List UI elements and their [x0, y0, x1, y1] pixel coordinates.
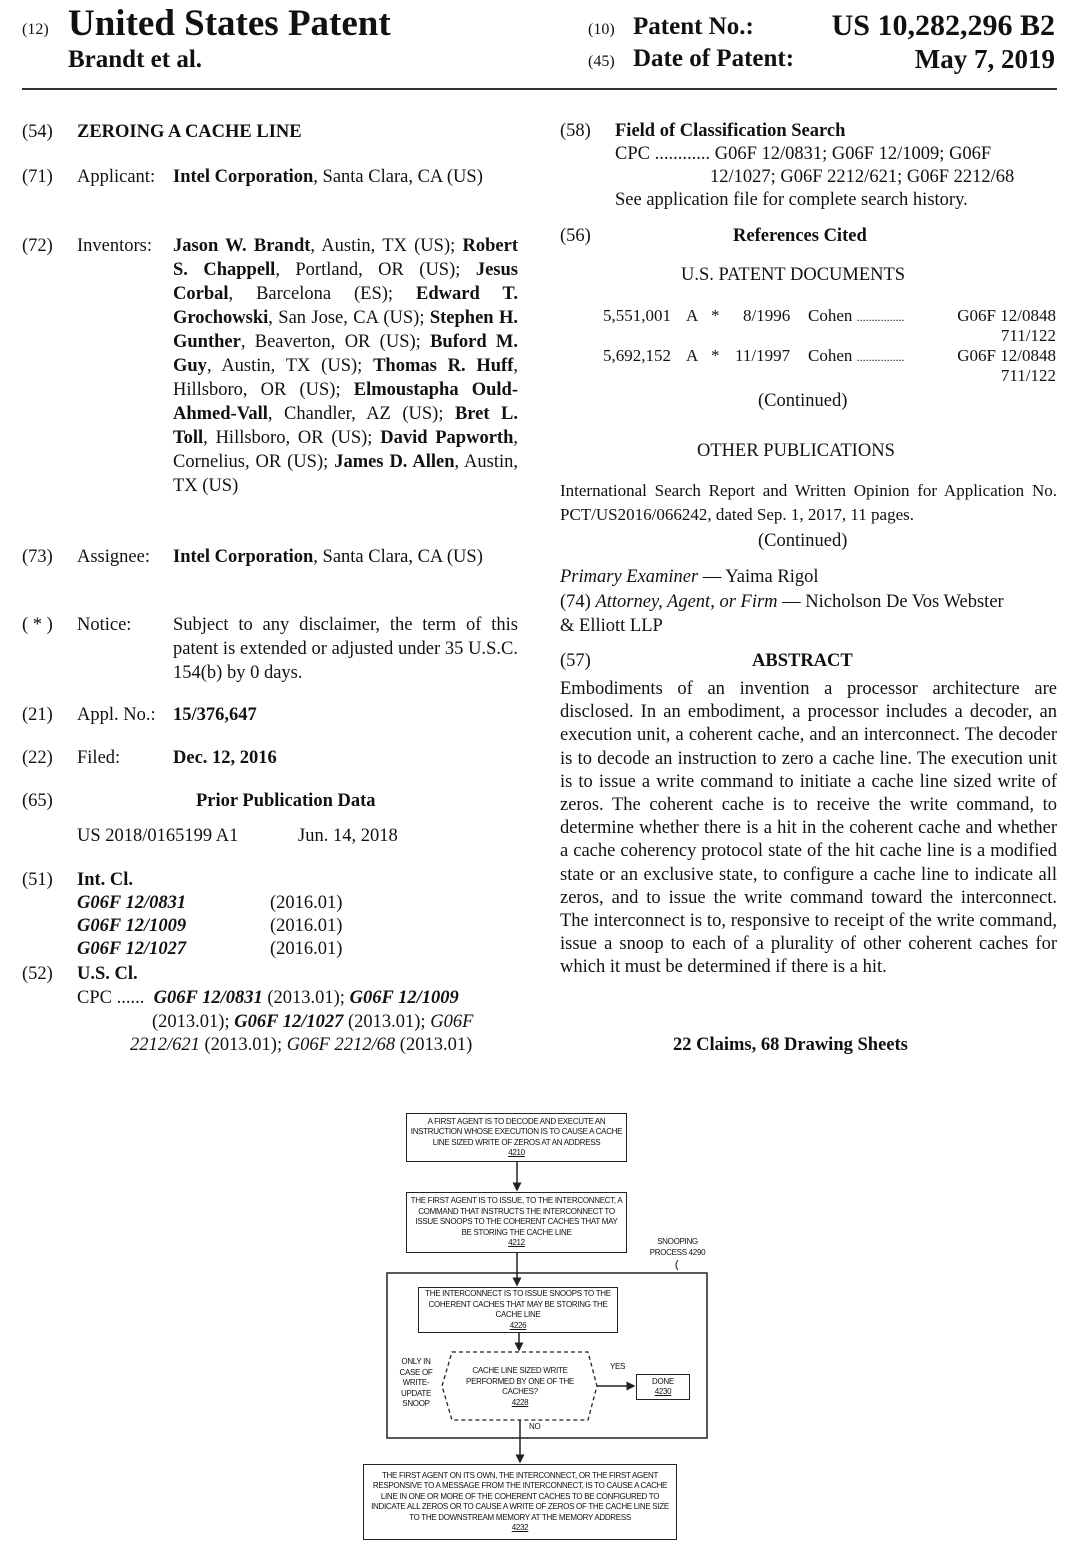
doc-kind-code: (12)	[22, 21, 49, 38]
other-publication: International Search Report and Written Opinion for Application No. PCT/US2016/066242, dated Sep. 1, 2017, 11 pages.	[560, 481, 1057, 524]
continued-label: (Continued)	[758, 391, 848, 411]
code-52: (52)	[22, 964, 53, 984]
other-publications-heading: OTHER PUBLICATIONS	[697, 441, 895, 461]
ref-1-subclass: 711/122	[1000, 326, 1056, 345]
inventor-location: , Austin, TX (US);	[310, 236, 463, 256]
inventor-location: , Hillsboro, OR (US);	[173, 356, 518, 400]
ref-2-kind: A *	[686, 346, 720, 365]
box-4230: DONE 4230	[636, 1374, 690, 1400]
code-72: (72)	[22, 236, 53, 256]
patent-number: US 10,282,296 B2	[831, 9, 1055, 42]
inventor-name: Thomas R. Huff	[373, 356, 514, 376]
inventor-location: , Barcelona (ES);	[228, 284, 417, 304]
inventor-name: Bret L. Toll	[173, 404, 518, 448]
continued-label-2: (Continued)	[758, 531, 848, 551]
inventor-name: Robert S. Chappell	[173, 236, 518, 280]
us-cl-line-3: 2212/621 (2013.01); G06F 2212/68 (2013.01)	[130, 1035, 473, 1055]
abstract-text: Embodiments of an invention a processor architecture are disclosed. In an embodiment, a processor includes a decoder, an execution unit, a coherent cache, and an interconnect. The decoder is to decode an instruction to zero a cache line. The execution unit is to issue a write command to initiate a cache line sized write of zeros. The coherent cache is to receive the write command, to determine whether there is a hit in the coherent cache and whether a cache coherency protocol state of the hit cache line is a modified state or an exclusive state, to configure a cache line to indicate all zeros, and to issue the write command toward the interconnect. The interconnect is to, responsive to receipt of the write command, issue a snoop to each of a plurality of other coherent caches for which it must be determined if there is a hit.	[560, 679, 1057, 978]
us-cl-line-2: (2013.01); G06F 12/1027 (2013.01); G06F	[152, 1012, 474, 1032]
code-71: (71)	[22, 167, 53, 187]
filed-label: Filed:	[77, 748, 121, 768]
inventor-location: , Hillsboro, OR (US);	[203, 428, 381, 448]
box-4212: THE FIRST AGENT IS TO ISSUE, TO THE INTERCONNECT, A COMMAND THAT INSTRUCTS THE INTERCONNECT TO ISSUE SNOOPS TO THE COHERENT CACHES THAT MAY BE STORING THE CACHE LINE 4212	[406, 1192, 627, 1253]
inventor-name: Buford M. Guy	[173, 332, 518, 376]
code-58: (58)	[560, 121, 591, 141]
code-54: (54)	[22, 122, 53, 142]
ref-2-date: 11/1997	[735, 346, 791, 365]
inventor-location: , Portland, OR (US);	[275, 260, 476, 280]
inventors-label: Inventors:	[77, 236, 153, 256]
inventor-location: , San Jose, CA (US);	[268, 308, 430, 328]
notice-text: Subject to any disclaimer, the term of this patent is extended or adjusted under 35 U.S.C. 154(b) by 0 days.	[173, 615, 518, 683]
patent-date: May 7, 2019	[914, 44, 1055, 74]
assignee-location: , Santa Clara, CA (US)	[313, 547, 483, 567]
ref-2-subclass: 711/122	[1000, 366, 1056, 385]
int-cl-3: G06F 12/1027	[77, 939, 187, 959]
ref-1-kind: A *	[686, 306, 720, 325]
box-4226: THE INTERCONNECT IS TO ISSUE SNOOPS TO THE COHERENT CACHES THAT MAY BE STORING THE CACHE LINE 4226	[418, 1287, 618, 1333]
applicant-location: , Santa Clara, CA (US)	[313, 167, 483, 187]
snooping-leader	[676, 1260, 678, 1270]
date-label: Date of Patent:	[633, 45, 795, 72]
applicant-label: Applicant:	[77, 167, 156, 187]
yes-label: YES	[610, 1362, 626, 1371]
field-search-heading: Field of Classification Search	[615, 121, 846, 141]
code-51: (51)	[22, 870, 53, 890]
box-4232: THE FIRST AGENT ON ITS OWN, THE INTERCONNECT, OR THE FIRST AGENT RESPONSIVE TO A MESSAGE FROM THE INTERCONNECT, IS TO CAUSE A CACHE LINE IN ONE OR MORE OF THE COHERENT CACHES TO BE CONFIGURED TO INDICATE ALL ZEROS OR TO CAUSE A WRITE OF ZEROS OF THE CACHE LINE SIZE TO THE DOWNSTREAM MEMORY AT THE MEMORY ADDRESS 4232	[363, 1464, 677, 1540]
inventor-name: James D. Allen	[334, 452, 455, 472]
assignee-label: Assignee:	[77, 547, 150, 567]
primary-examiner: Primary Examiner — Yaima Rigol	[560, 567, 819, 587]
invention-title: ZEROING A CACHE LINE	[77, 122, 302, 142]
snooping-process-label: SNOOPING PROCESS 4290	[649, 1237, 706, 1257]
authors: Brandt et al.	[68, 46, 203, 73]
code-73: (73)	[22, 547, 53, 567]
inventor-location: , Chandler, AZ (US);	[267, 404, 455, 424]
references-heading: References Cited	[733, 226, 867, 246]
ref-1-class: G06F 12/0848	[957, 306, 1056, 325]
code-10: (10)	[588, 21, 615, 38]
inventor-location: , Cornelius, OR (US);	[173, 428, 518, 472]
attorney: (74) Attorney, Agent, or Firm — Nicholson De Vos Webster & Elliott LLP	[560, 592, 1004, 636]
int-cl-1-ver: (2016.01)	[270, 893, 343, 913]
inventor-name: Elmoustapha Ould-Ahmed-Vall	[173, 380, 519, 424]
inventor-name: Edward T. Grochowski	[173, 284, 518, 328]
ref-2-name: Cohen ................	[808, 346, 905, 365]
write-update-note: ONLY IN CASE OF WRITE-UPDATE SNOOP	[399, 1357, 433, 1408]
inventor-name: David Papworth	[380, 428, 514, 448]
claims-count: 22 Claims, 68 Drawing Sheets	[673, 1035, 908, 1055]
inventor-name: Jason W. Brandt	[173, 236, 311, 256]
int-cl-1: G06F 12/0831	[77, 893, 187, 913]
applicant-name: Intel Corporation	[173, 167, 314, 187]
inventor-location: , Beaverton, OR (US);	[240, 332, 431, 352]
ref-2-num: 5,692,152	[603, 346, 671, 365]
patent-no-label: Patent No.:	[633, 13, 754, 40]
code-65: (65)	[22, 791, 53, 811]
box-4210: A FIRST AGENT IS TO DECODE AND EXECUTE AN INSTRUCTION WHOSE EXECUTION IS TO CAUSE A CACHE LINE SIZED WRITE OF ZEROS AT AN ADDRESS 4210	[406, 1113, 627, 1162]
code-57: (57)	[560, 651, 591, 671]
ref-1-num: 5,551,001	[603, 306, 671, 325]
prior-pub-number: US 2018/0165199 A1	[77, 826, 239, 846]
inventor-location: , Austin, TX (US);	[206, 356, 374, 376]
prior-pub-heading: Prior Publication Data	[196, 791, 376, 811]
search-history-note: See application file for complete search history.	[615, 190, 968, 210]
ref-1-date: 8/1996	[743, 306, 791, 325]
ref-2-class: G06F 12/0848	[957, 346, 1056, 365]
us-cl-heading: U.S. Cl.	[77, 964, 138, 984]
ref-1-name: Cohen ................	[808, 306, 905, 325]
int-cl-heading: Int. Cl.	[77, 870, 134, 890]
abstract-heading: ABSTRACT	[752, 651, 853, 671]
no-label: NO	[529, 1422, 541, 1431]
code-21: (21)	[22, 705, 53, 725]
us-cl-line-1: CPC ...... G06F 12/0831 (2013.01); G06F 12/1009	[77, 988, 459, 1008]
int-cl-2: G06F 12/1009	[77, 916, 187, 936]
field-search-cpc-2: 12/1027; G06F 2212/621; G06F 2212/68	[710, 167, 1015, 187]
int-cl-3-ver: (2016.01)	[270, 939, 343, 959]
code-56: (56)	[560, 226, 591, 246]
prior-pub-date: Jun. 14, 2018	[298, 826, 398, 846]
int-cl-2-ver: (2016.01)	[270, 916, 343, 936]
doc-title: United States Patent	[68, 3, 391, 44]
code-22: (22)	[22, 748, 53, 768]
assignee-name: Intel Corporation	[173, 547, 314, 567]
field-search-cpc-1: CPC ............ G06F 12/0831; G06F 12/1009; G06F	[615, 144, 992, 164]
notice-code: ( * )	[22, 615, 53, 635]
decision-4228: CACHE LINE SIZED WRITE PERFORMED BY ONE OF THE CACHES? 4228	[466, 1366, 574, 1407]
appl-no-label: Appl. No.:	[77, 705, 156, 725]
inventor-name: Stephen H. Gunther	[173, 308, 518, 352]
notice-label: Notice:	[77, 615, 132, 635]
inventor-name: Jesus Corbal	[173, 260, 518, 304]
us-patent-docs-heading: U.S. PATENT DOCUMENTS	[681, 265, 906, 285]
appl-no: 15/376,647	[173, 705, 257, 725]
inventor-location: , Austin, TX (US)	[173, 452, 518, 496]
code-45: (45)	[588, 53, 615, 70]
filed-date: Dec. 12, 2016	[173, 748, 277, 768]
